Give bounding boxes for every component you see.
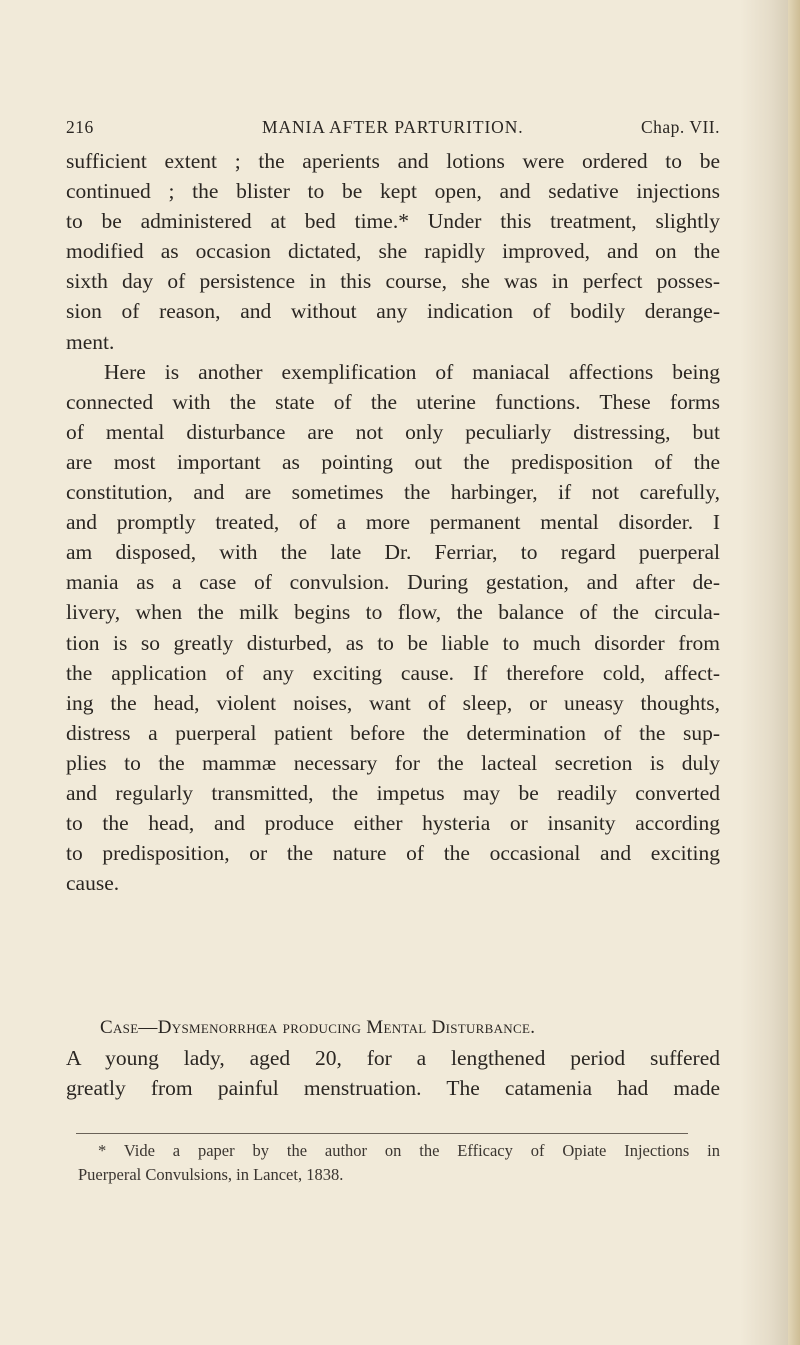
paragraph	[66, 357, 720, 899]
text-line: plies to the mammæ necessary for the lacteal secretion is duly	[66, 750, 720, 775]
footnote-line: * Vide a paper by the author on the Efficacy of Opiate Injections in	[98, 1141, 720, 1160]
text-line: are most important as pointing out the predisposition of the	[66, 449, 720, 474]
text-line: to predisposition, or the nature of the occasional and exciting	[66, 841, 720, 866]
text-line: of mental disturbance are not only peculiarly distressing, but	[66, 419, 720, 444]
case-heading: Case—Dysmenorrhœa producing Mental Disturbance.	[100, 1017, 536, 1038]
text-line: Here is another exemplification of maniacal affections being	[104, 359, 720, 384]
text-line: tion is so greatly disturbed, as to be liable to much disorder from	[66, 630, 720, 655]
text-line: greatly from painful menstruation. The catamenia had made	[66, 1076, 720, 1101]
page-edge-shadow	[788, 0, 800, 1345]
text-line: to be administered at bed time.* Under this treatment, slightly	[66, 209, 720, 234]
text-line: A young lady, aged 20, for a lengthened period suffered	[66, 1046, 720, 1070]
text-line: sixth day of persistence in this course, she was in perfect posses-	[66, 269, 720, 294]
text-line: distress a puerperal patient before the determination of the sup-	[66, 720, 720, 745]
text-line: cause.	[66, 871, 120, 896]
text-line: continued ; the blister to be kept open, and sedative injections	[66, 179, 720, 204]
running-header	[66, 117, 720, 139]
page-number: 216	[66, 117, 94, 137]
footnote-line: Puerperal Convulsions, in Lancet, 1838.	[78, 1164, 344, 1184]
text-line: modified as occasion dictated, she rapidly improved, and on the	[66, 239, 720, 264]
text-line: am disposed, with the late Dr. Ferriar, to regard puerperal	[66, 540, 720, 565]
text-line: ment.	[66, 329, 115, 354]
running-title: MANIA AFTER PARTURITION.	[262, 117, 524, 137]
footnote-rule	[76, 1133, 688, 1134]
text-line: sion of reason, and without any indication of bodily derange-	[66, 299, 720, 324]
text-line: connected with the state of the uterine functions. These forms	[66, 389, 720, 414]
text-line: to the head, and produce either hysteria or insanity according	[66, 811, 720, 836]
text-line: the application of any exciting cause. If therefore cold, affect-	[66, 660, 720, 685]
main-text	[66, 146, 720, 898]
text-line: constitution, and are sometimes the harbinger, if not carefully,	[66, 480, 720, 505]
footnote	[78, 1139, 720, 1186]
text-line: livery, when the milk begins to flow, the balance of the circula-	[66, 600, 720, 625]
text-line: mania as a case of convulsion. During gestation, and after de-	[66, 570, 720, 595]
text-line: ing the head, violent noises, want of sleep, or uneasy thoughts,	[66, 690, 720, 715]
paragraph-continuation	[66, 146, 720, 357]
case-paragraph	[66, 1043, 720, 1103]
chapter-label: Chap. VII.	[640, 117, 720, 137]
text-line: sufficient extent ; the aperients and lotions were ordered to be	[66, 149, 720, 173]
text-line: and regularly transmitted, the impetus may be readily converted	[66, 780, 720, 805]
text-line: and promptly treated, of a more permanent mental disorder. I	[66, 510, 720, 535]
